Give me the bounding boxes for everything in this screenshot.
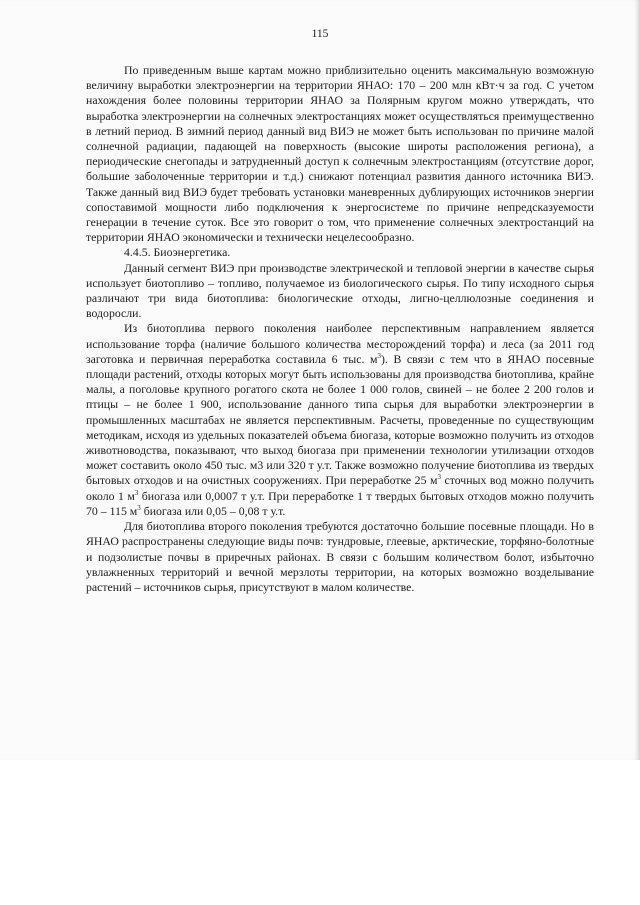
superscript: 3 <box>377 351 381 360</box>
text-segment: Из биотоплива первого поколения наиболее перспективным направлением является использование торфа (наличие большого количества месторождений торфа) и леса (за 2011 год заготовка и первичная переработка составила 6 тыс. м <box>86 321 594 366</box>
text-segment: сточных вод можно получить около 1 м <box>86 473 594 503</box>
paragraph-biofuel-intro: Данный сегмент ВИЭ при производстве электрической и тепловой энергии в качестве сырья использует биотопливо – топливо, получаемое из биологического сырья. По типу исходного сырья различают три вида биотоплива: биологические отходы, лигно-целлюлозные соединения и водоросли. <box>86 260 594 321</box>
paragraph-second-generation: Для биотоплива второго поколения требуются достаточно большие посевные площади. Но в ЯНАО распространены следующие виды почв: тундровые, глеевые, арктические, торфяно-болотные и подзолистые почвы в приречных районах. В связи с большим количеством болот, избыточно увлажненных территорий и вечной мерзлоты территории, на которых возможно возделывание растений – источников сырья, присутствуют в малом количестве. <box>86 519 594 594</box>
text-segment: биогаза или 0,05 – 0,08 т у.т. <box>140 503 286 518</box>
section-heading-bioenergy: 4.4.5. Биоэнергетика. <box>124 245 231 260</box>
page-number: 115 <box>311 28 329 40</box>
paragraph-solar-conclusion: По приведенным выше картам можно приблизительно оценить максимальную возможную величину выработки электроэнергии на территории ЯНАО: 170 – 200 млн кВт·ч за год. С учетом нахождения более половины территории ЯНАО за Полярным кругом можно утверждать, что выработка электроэнергии на солнечных электростанциях может осуществляться преимущественно в летний период. В зимний период данный вид ВИЭ не может быть использован по причине малой солнечной радиации, падающей на поверхность (высокие широты расположения региона), а периодические снегопады и затрудненный доступ к солнечным электростанциям (отсутствие дорог, большие заболоченные территории и т.д.) снижают потенциал развития данного источника ВИЭ. Также данный вид ВИЭ будет требовать установки маневренных дублирующих источников энергии сопоставимой мощности либо подключения к энергосистеме по причине непредсказуемости генерации в течение суток. Все это говорит о том, что применение солнечных электростанций на территории ЯНАО экономически и технически нецелесообразно. <box>86 63 594 245</box>
paragraph-first-generation <box>86 321 594 519</box>
superscript: 3 <box>437 473 441 482</box>
text-segment: биогаза или 0,0007 т у.т. При переработке 1 т твердых бытовых отходов можно получить 70 – 115 м <box>86 488 594 518</box>
text-segment: ). В связи с тем что в ЯНАО посевные площади растений, отходы которых могут быть использованы для производства биотоплива, крайне малы, а поголовье крупного рогатого скота не более 1 000 голов, свиней – не более 2 200 голов и птицы – не более 1 900, использование данного типа сырья для выработки электроэнергии в промышленных масштабах не является перспективным. Расчеты, проведенные по существующим методикам, исходя из удельных показателей объема биогаза, которые возможно получить из отходов животноводства, показывают, что выход биогаза при применении технологии утилизации отходов может составить около 450 тыс. м3 или 320 т у.т. Также возможно получение биотоплива из твердых бытовых отходов и на очистных сооружениях. При переработке 25 м <box>86 351 595 488</box>
page-body <box>86 63 594 595</box>
superscript: 3 <box>134 488 139 497</box>
scan-bottom-margin <box>0 760 640 905</box>
superscript: 3 <box>137 503 141 512</box>
